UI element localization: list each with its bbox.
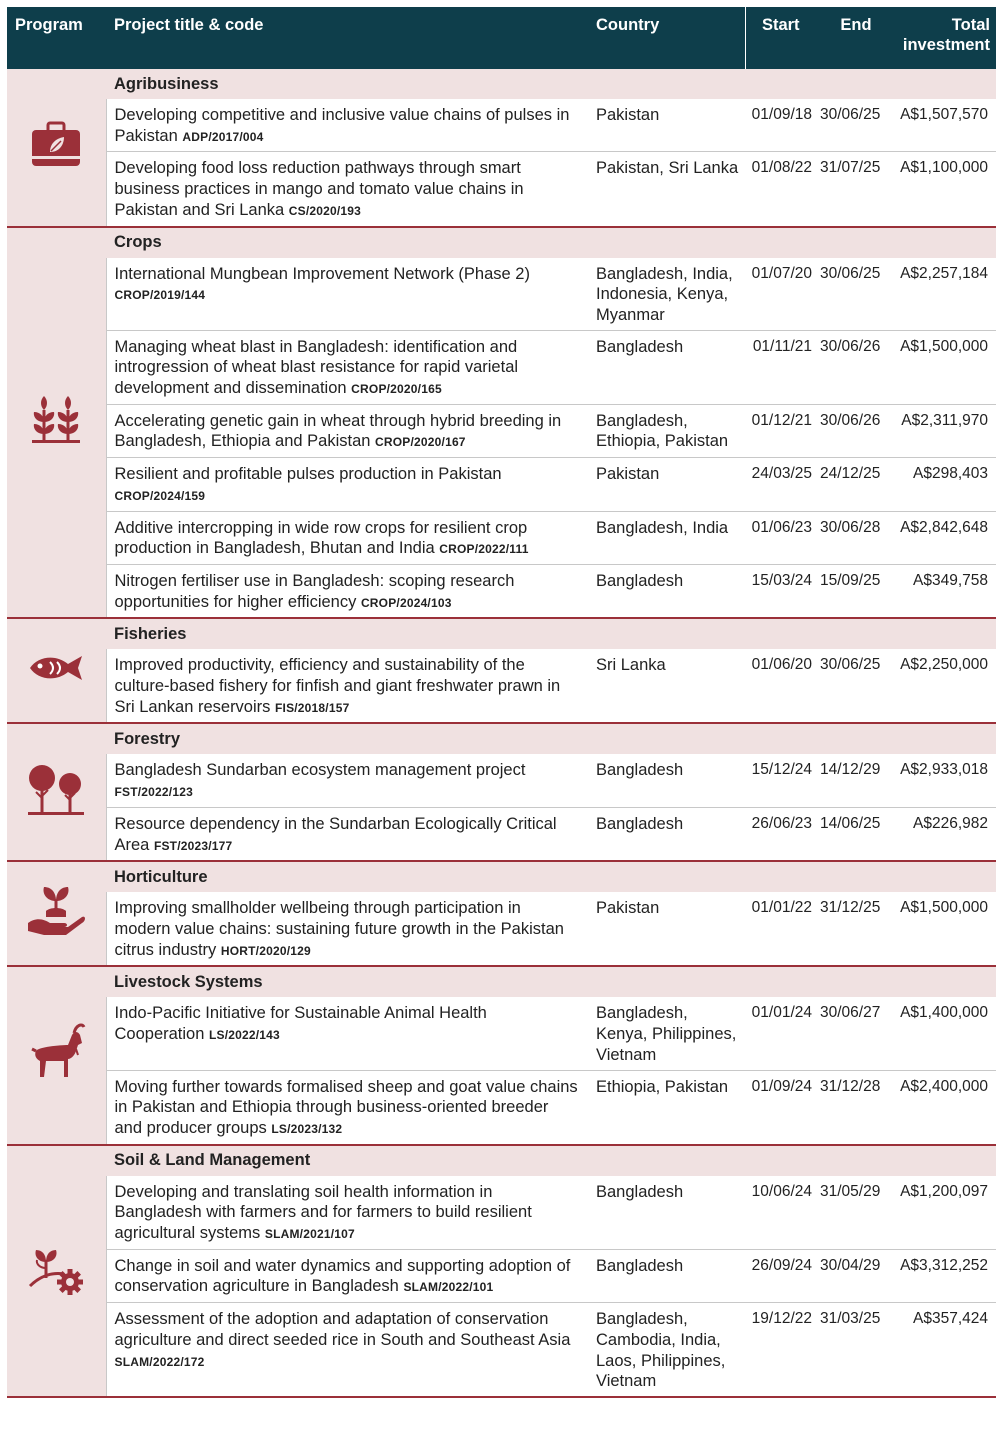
project-total: A$357,424: [896, 1303, 996, 1397]
project-start: 19/12/22: [745, 1303, 816, 1397]
briefcase-leaf-icon: [24, 112, 88, 176]
program-icon-cell: [7, 618, 106, 723]
program-icon-cell: [7, 1145, 106, 1397]
header-country: Country: [588, 7, 745, 69]
program-icon-cell: [7, 69, 106, 227]
table-row: [7, 1070, 996, 1145]
project-code: FST/2023/177: [153, 838, 233, 853]
project-end: 31/05/29: [816, 1176, 896, 1250]
program-icon-cell: [7, 861, 106, 966]
project-end: 31/12/25: [816, 892, 896, 966]
table-row: [7, 1176, 996, 1250]
sprouts-icon: [24, 388, 88, 452]
project-start: 01/09/24: [745, 1070, 816, 1145]
project-start: 01/08/22: [745, 152, 816, 227]
program-band: [7, 69, 996, 99]
project-country: Sri Lanka: [588, 649, 745, 723]
program-band: [7, 1145, 996, 1176]
project-code: CROP/2020/167: [375, 435, 466, 450]
project-code: CS/2020/193: [288, 203, 362, 218]
project-title: Resilient and profitable pulses production in Pakistan: [114, 465, 502, 484]
project-end: 30/06/26: [816, 330, 896, 404]
project-end: 30/06/25: [816, 99, 896, 152]
program-name: Crops: [106, 227, 996, 258]
project-total: A$3,312,252: [896, 1249, 996, 1302]
project-title-cell: [106, 564, 588, 618]
project-start: 24/03/25: [745, 458, 816, 511]
investment-table: [7, 7, 996, 1398]
program-icon-cell: [7, 723, 106, 861]
project-title: Accelerating genetic gain in wheat through hybrid breeding in Bangladesh, Ethiopia and Pakistan: [114, 411, 562, 451]
trees-icon: [24, 758, 88, 822]
program-band: [7, 861, 996, 892]
project-title-cell: [106, 997, 588, 1070]
header-start: Start: [745, 7, 816, 69]
project-country: Bangladesh, India: [588, 511, 745, 564]
project-title-cell: [106, 807, 588, 861]
project-title: Indo-Pacific Initiative for Sustainable Animal Health Cooperation: [114, 1004, 487, 1044]
project-start: 01/01/24: [745, 997, 816, 1070]
project-title-cell: [106, 458, 588, 511]
project-total: A$1,400,000: [896, 997, 996, 1070]
project-title-cell: [106, 1303, 588, 1397]
project-code: CROP/2020/165: [351, 382, 442, 397]
project-start: 15/03/24: [745, 564, 816, 618]
program-icon-cell: [7, 966, 106, 1144]
project-start: 01/01/22: [745, 892, 816, 966]
project-title-cell: [106, 511, 588, 564]
header-title: Project title & code: [106, 7, 588, 69]
program-band: [7, 723, 996, 754]
project-title: Developing food loss reduction pathways through smart business practices in mango and tomato value chains in Pakistan and Sri Lanka: [114, 159, 524, 219]
goat-icon: [24, 1021, 88, 1085]
project-country: Pakistan: [588, 99, 745, 152]
project-total: A$298,403: [896, 458, 996, 511]
project-title-cell: [106, 152, 588, 227]
project-code: SLAM/2022/172: [114, 1354, 205, 1369]
table-row: [7, 511, 996, 564]
project-title-cell: [106, 258, 588, 331]
project-country: Ethiopia, Pakistan: [588, 1070, 745, 1145]
project-end: 30/06/27: [816, 997, 896, 1070]
project-code: SLAM/2022/101: [403, 1280, 494, 1295]
project-end: 31/07/25: [816, 152, 896, 227]
program-band: [7, 618, 996, 649]
program-icon-cell: [7, 227, 106, 619]
project-start: 26/06/23: [745, 807, 816, 861]
project-country: Bangladesh, Kenya, Philippines, Vietnam: [588, 997, 745, 1070]
project-country: Bangladesh, India, Indonesia, Kenya, Myanmar: [588, 258, 745, 331]
project-total: A$1,200,097: [896, 1176, 996, 1250]
table-header-row: [7, 7, 996, 69]
project-start: 15/12/24: [745, 754, 816, 807]
project-title: Change in soil and water dynamics and supporting adoption of conservation agriculture in Bangladesh: [114, 1256, 571, 1296]
header-total: Total investment: [896, 7, 996, 69]
program-name: Horticulture: [106, 861, 996, 892]
project-title-cell: [106, 404, 588, 457]
project-code: CROP/2024/103: [360, 595, 452, 610]
table-row: [7, 99, 996, 152]
project-start: 01/07/20: [745, 258, 816, 331]
table-row: [7, 1249, 996, 1302]
project-title: Developing and translating soil health information in Bangladesh with farmers and for farmers to build resilient agricultural systems: [114, 1182, 532, 1243]
project-title: Developing competitive and inclusive value chains of pulses in Pakistan: [114, 106, 570, 145]
project-title: Moving further towards formalised sheep and goat value chains in Pakistan and Ethiopia through business-oriented breeder and producer groups: [114, 1077, 578, 1137]
table-row: [7, 892, 996, 966]
project-title: Improving smallholder wellbeing through participation in modern value chains: sustaining future growth in the Pakistan citrus industry: [114, 899, 564, 959]
project-total: A$226,982: [896, 807, 996, 861]
project-title-cell: [106, 330, 588, 404]
project-start: 01/09/18: [745, 99, 816, 152]
project-title: Assessment of the adoption and adaptation of conservation agriculture and direct seeded rice in South and Southeast Asia: [114, 1310, 571, 1349]
hand-seedling-icon: [24, 879, 88, 943]
project-total: A$349,758: [896, 564, 996, 618]
header-program: Program: [7, 7, 106, 69]
table-row: [7, 754, 996, 807]
project-code: CROP/2024/159: [114, 488, 206, 503]
project-title: Nitrogen fertiliser use in Bangladesh: scoping research opportunities for higher efficiency: [114, 571, 515, 611]
program-band: [7, 966, 996, 997]
project-start: 01/06/23: [745, 511, 816, 564]
table-row: [7, 458, 996, 511]
project-start: 01/11/21: [745, 330, 816, 404]
project-total: A$2,257,184: [896, 258, 996, 331]
project-code: CROP/2022/111: [439, 542, 529, 557]
project-start: 26/09/24: [745, 1249, 816, 1302]
table-row: [7, 330, 996, 404]
project-title-cell: [106, 1070, 588, 1145]
project-country: Pakistan: [588, 892, 745, 966]
project-country: Bangladesh: [588, 330, 745, 404]
program-name: Fisheries: [106, 618, 996, 649]
project-total: A$1,500,000: [896, 892, 996, 966]
project-code: CROP/2019/144: [114, 288, 206, 303]
project-title-cell: [106, 754, 588, 807]
project-end: 15/09/25: [816, 564, 896, 618]
project-title-cell: [106, 892, 588, 966]
table-row: [7, 649, 996, 723]
project-country: Bangladesh: [588, 1249, 745, 1302]
header-end: End: [816, 7, 896, 69]
project-end: 30/04/29: [816, 1249, 896, 1302]
project-title: International Mungbean Improvement Network (Phase 2): [114, 264, 530, 283]
plant-gear-icon: [24, 1236, 88, 1300]
project-total: A$1,100,000: [896, 152, 996, 227]
project-code: FIS/2018/157: [275, 700, 350, 715]
project-country: Bangladesh: [588, 1176, 745, 1250]
project-total: A$2,933,018: [896, 754, 996, 807]
project-total: A$2,842,648: [896, 511, 996, 564]
project-title: Improved productivity, efficiency and sustainability of the culture-based fishery for finfish and giant freshwater prawn in Sri Lankan reservoirs: [114, 656, 561, 716]
project-country: Bangladesh: [588, 564, 745, 618]
table-row: [7, 807, 996, 861]
project-code: LS/2023/132: [271, 1121, 343, 1136]
table-row: [7, 1303, 996, 1397]
project-end: 31/03/25: [816, 1303, 896, 1397]
program-name: Agribusiness: [106, 69, 996, 99]
project-end: 30/06/28: [816, 511, 896, 564]
table-row: [7, 997, 996, 1070]
project-total: A$1,500,000: [896, 330, 996, 404]
project-country: Bangladesh: [588, 754, 745, 807]
project-start: 01/06/20: [745, 649, 816, 723]
project-code: FST/2022/123: [114, 785, 193, 800]
table-row: [7, 404, 996, 457]
program-band: [7, 227, 996, 258]
project-end: 30/06/25: [816, 649, 896, 723]
project-title: Bangladesh Sundarban ecosystem management project: [114, 761, 526, 780]
project-title: Managing wheat blast in Bangladesh: identification and introgression of wheat blast resistance for rapid varietal development and dissemination: [114, 337, 519, 398]
project-start: 10/06/24: [745, 1176, 816, 1250]
project-code: HORT/2020/129: [220, 943, 311, 958]
project-title-cell: [106, 99, 588, 152]
project-title-cell: [106, 1249, 588, 1302]
table-row: [7, 152, 996, 227]
project-country: Pakistan: [588, 458, 745, 511]
project-end: 31/12/28: [816, 1070, 896, 1145]
page-margin: [0, 0, 1000, 7]
project-total: A$2,400,000: [896, 1070, 996, 1145]
project-title-cell: [106, 1176, 588, 1250]
fish-icon: [24, 636, 88, 700]
project-code: ADP/2017/004: [182, 129, 264, 144]
project-start: 01/12/21: [745, 404, 816, 457]
project-code: SLAM/2021/107: [264, 1227, 355, 1242]
project-end: 14/12/29: [816, 754, 896, 807]
project-title: Additive intercropping in wide row crops for resilient crop production in Bangladesh, Bhutan and India: [114, 518, 528, 558]
project-end: 14/06/25: [816, 807, 896, 861]
table-row: [7, 564, 996, 618]
project-end: 30/06/26: [816, 404, 896, 457]
program-name: Forestry: [106, 723, 996, 754]
project-title: Resource dependency in the Sundarban Ecologically Critical Area: [114, 814, 557, 854]
project-title-cell: [106, 649, 588, 723]
project-end: 30/06/25: [816, 258, 896, 331]
project-total: A$2,250,000: [896, 649, 996, 723]
project-end: 24/12/25: [816, 458, 896, 511]
table-row: [7, 258, 996, 331]
program-name: Livestock Systems: [106, 966, 996, 997]
program-name: Soil & Land Management: [106, 1145, 996, 1176]
project-country: Bangladesh, Cambodia, India, Laos, Philippines, Vietnam: [588, 1303, 745, 1397]
project-code: LS/2022/143: [209, 1028, 280, 1043]
project-total: A$1,507,570: [896, 99, 996, 152]
project-country: Bangladesh: [588, 807, 745, 861]
project-country: Bangladesh, Ethiopia, Pakistan: [588, 404, 745, 457]
project-country: Pakistan, Sri Lanka: [588, 152, 745, 227]
project-total: A$2,311,970: [896, 404, 996, 457]
